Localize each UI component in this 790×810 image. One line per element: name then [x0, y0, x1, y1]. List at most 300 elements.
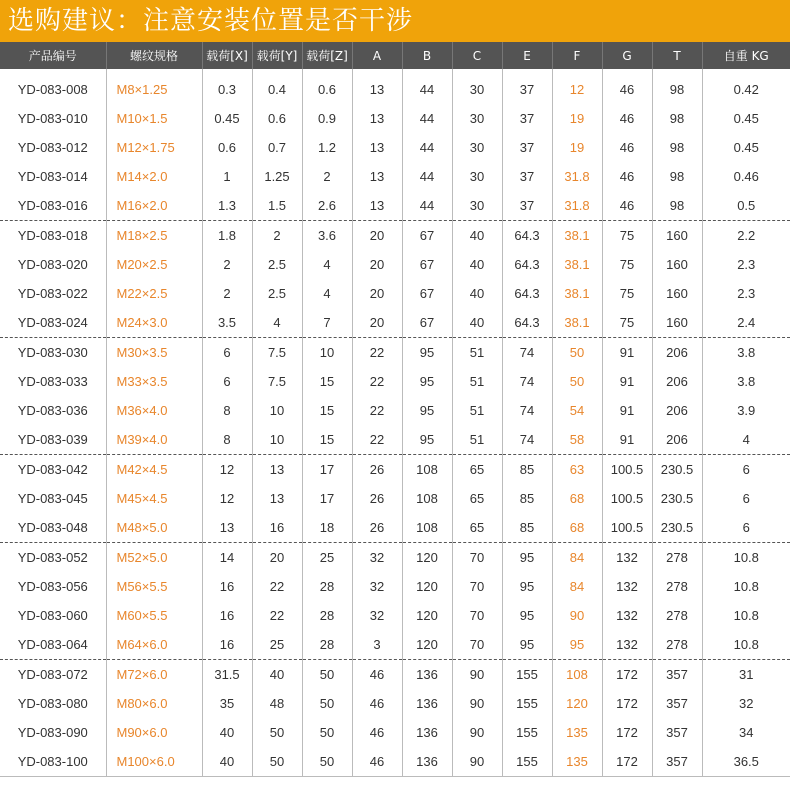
table-row	[0, 660, 790, 690]
cell-t: 278	[652, 601, 702, 630]
cell-thread-spec: M100×6.0	[106, 747, 202, 777]
cell-weight: 0.46	[702, 162, 790, 191]
cell-weight: 2.2	[702, 221, 790, 251]
cell-load-z: 28	[302, 630, 352, 660]
cell-f: 38.1	[552, 308, 602, 338]
table-row	[0, 630, 790, 660]
cell-g: 46	[602, 133, 652, 162]
cell-product-code: YD-083-024	[17, 315, 88, 330]
cell-c: 70	[452, 601, 502, 630]
cell-e: 155	[502, 747, 552, 777]
cell-load-z: 17	[302, 484, 352, 513]
cell-weight: 2.4	[702, 308, 790, 338]
cell-f: 95	[552, 630, 602, 660]
cell-f: 108	[552, 660, 602, 690]
cell-product-code: YD-083-010	[17, 111, 88, 126]
cell-thread-spec: M18×2.5	[106, 221, 202, 251]
cell-thread-spec: M56×5.5	[106, 572, 202, 601]
cell-b: 120	[402, 630, 452, 660]
cell-e: 95	[502, 601, 552, 630]
table-row	[0, 250, 790, 279]
cell-c: 30	[452, 104, 502, 133]
cell-g: 132	[602, 630, 652, 660]
cell-g: 100.5	[602, 513, 652, 543]
table-row	[0, 221, 790, 251]
cell-t: 160	[652, 308, 702, 338]
cell-weight: 3.9	[702, 396, 790, 425]
cell-c: 90	[452, 718, 502, 747]
table-row	[0, 367, 790, 396]
cell-load-x: 12	[202, 455, 252, 485]
cell-t: 98	[652, 133, 702, 162]
cell-f: 31.8	[552, 162, 602, 191]
cell-weight: 6	[702, 513, 790, 543]
cell-weight: 34	[702, 718, 790, 747]
cell-load-z: 10	[302, 338, 352, 368]
table-row	[0, 338, 790, 368]
cell-e: 64.3	[502, 221, 552, 251]
cell-load-x: 31.5	[202, 660, 252, 690]
table-row	[0, 279, 790, 308]
cell-b: 136	[402, 660, 452, 690]
cell-thread-spec: M24×3.0	[106, 308, 202, 338]
cell-t: 230.5	[652, 455, 702, 485]
cell-a: 20	[352, 308, 402, 338]
cell-e: 85	[502, 513, 552, 543]
cell-b: 67	[402, 308, 452, 338]
cell-g: 132	[602, 572, 652, 601]
cell-load-z: 28	[302, 572, 352, 601]
cell-load-y: 7.5	[252, 367, 302, 396]
cell-b: 120	[402, 601, 452, 630]
cell-c: 30	[452, 69, 502, 104]
cell-c: 65	[452, 484, 502, 513]
cell-c: 51	[452, 425, 502, 455]
cell-load-z: 2.6	[302, 191, 352, 221]
cell-load-x: 2	[202, 279, 252, 308]
cell-load-x: 0.45	[202, 104, 252, 133]
cell-c: 51	[452, 396, 502, 425]
cell-load-x: 16	[202, 601, 252, 630]
cell-load-y: 10	[252, 425, 302, 455]
cell-e: 74	[502, 396, 552, 425]
cell-g: 91	[602, 396, 652, 425]
cell-c: 51	[452, 338, 502, 368]
cell-load-z: 18	[302, 513, 352, 543]
header-thread-spec: 螺纹规格	[106, 42, 202, 69]
cell-c: 70	[452, 543, 502, 573]
cell-a: 13	[352, 133, 402, 162]
header-c: C	[452, 42, 502, 69]
table-row	[0, 513, 790, 543]
cell-thread-spec: M80×6.0	[106, 689, 202, 718]
cell-product-code: YD-083-012	[17, 140, 88, 155]
cell-t: 357	[652, 718, 702, 747]
cell-load-y: 13	[252, 484, 302, 513]
cell-load-x: 2	[202, 250, 252, 279]
cell-weight: 2.3	[702, 279, 790, 308]
table-row	[0, 425, 790, 455]
cell-load-z: 50	[302, 718, 352, 747]
cell-b: 108	[402, 484, 452, 513]
cell-weight: 6	[702, 484, 790, 513]
cell-product-code: YD-083-090	[17, 725, 88, 740]
cell-e: 64.3	[502, 308, 552, 338]
cell-a: 32	[352, 543, 402, 573]
cell-load-y: 4	[252, 308, 302, 338]
cell-a: 20	[352, 279, 402, 308]
cell-load-y: 0.4	[252, 69, 302, 104]
cell-f: 38.1	[552, 221, 602, 251]
cell-product-code: YD-083-018	[0, 221, 106, 251]
cell-product-code: YD-083-039	[17, 432, 88, 447]
cell-e: 85	[502, 484, 552, 513]
cell-t: 160	[652, 250, 702, 279]
header-f: F	[552, 42, 602, 69]
cell-weight: 2.3	[702, 250, 790, 279]
cell-c: 90	[452, 660, 502, 690]
cell-f: 63	[552, 455, 602, 485]
cell-c: 30	[452, 191, 502, 221]
cell-e: 74	[502, 338, 552, 368]
cell-g: 46	[602, 69, 652, 104]
table-row	[0, 308, 790, 338]
cell-load-y: 50	[252, 718, 302, 747]
cell-t: 357	[652, 660, 702, 690]
cell-c: 70	[452, 572, 502, 601]
cell-product-code: YD-083-072	[0, 660, 106, 690]
cell-weight: 0.45	[702, 133, 790, 162]
cell-g: 132	[602, 601, 652, 630]
cell-b: 120	[402, 572, 452, 601]
cell-a: 26	[352, 513, 402, 543]
cell-product-code: YD-083-064	[17, 637, 88, 652]
cell-weight: 6	[702, 455, 790, 485]
cell-thread-spec: M64×6.0	[106, 630, 202, 660]
cell-t: 98	[652, 104, 702, 133]
cell-load-z: 15	[302, 367, 352, 396]
cell-t: 278	[652, 630, 702, 660]
cell-a: 22	[352, 425, 402, 455]
cell-g: 75	[602, 250, 652, 279]
cell-g: 75	[602, 221, 652, 251]
cell-e: 64.3	[502, 279, 552, 308]
cell-f: 135	[552, 718, 602, 747]
cell-f: 19	[552, 104, 602, 133]
cell-b: 44	[402, 133, 452, 162]
cell-t: 278	[652, 572, 702, 601]
cell-a: 46	[352, 660, 402, 690]
cell-e: 37	[502, 133, 552, 162]
cell-b: 67	[402, 250, 452, 279]
cell-a: 22	[352, 367, 402, 396]
cell-a: 32	[352, 572, 402, 601]
cell-a: 46	[352, 718, 402, 747]
cell-load-y: 22	[252, 572, 302, 601]
cell-load-x: 16	[202, 630, 252, 660]
spec-table	[0, 42, 790, 777]
cell-c: 30	[452, 162, 502, 191]
cell-e: 85	[502, 455, 552, 485]
cell-b: 136	[402, 718, 452, 747]
cell-f: 90	[552, 601, 602, 630]
cell-product-code: YD-083-056	[17, 579, 88, 594]
cell-load-y: 40	[252, 660, 302, 690]
cell-g: 91	[602, 425, 652, 455]
cell-weight: 32	[702, 689, 790, 718]
cell-g: 172	[602, 689, 652, 718]
banner-title: 选购建议：注意安装位置是否干涉	[0, 0, 790, 42]
table-row	[0, 718, 790, 747]
cell-a: 13	[352, 69, 402, 104]
cell-thread-spec: M22×2.5	[106, 279, 202, 308]
cell-product-code: YD-083-080	[17, 696, 88, 711]
cell-load-x: 35	[202, 689, 252, 718]
cell-b: 136	[402, 747, 452, 777]
cell-t: 206	[652, 396, 702, 425]
cell-f: 135	[552, 747, 602, 777]
cell-weight: 0.42	[702, 69, 790, 104]
header-product-code: 产品编号	[0, 42, 106, 69]
cell-c: 40	[452, 279, 502, 308]
cell-load-y: 0.7	[252, 133, 302, 162]
cell-load-z: 7	[302, 308, 352, 338]
cell-load-z: 0.6	[302, 69, 352, 104]
cell-thread-spec: M90×6.0	[106, 718, 202, 747]
cell-weight: 36.5	[702, 747, 790, 777]
cell-a: 46	[352, 689, 402, 718]
table-row	[0, 747, 790, 777]
cell-load-x: 6	[202, 367, 252, 396]
cell-load-z: 1.2	[302, 133, 352, 162]
cell-load-x: 16	[202, 572, 252, 601]
cell-c: 70	[452, 630, 502, 660]
cell-load-z: 25	[302, 543, 352, 573]
cell-product-code: YD-083-060	[17, 608, 88, 623]
cell-e: 155	[502, 689, 552, 718]
cell-product-code: YD-083-036	[17, 403, 88, 418]
cell-f: 84	[552, 543, 602, 573]
cell-f: 58	[552, 425, 602, 455]
cell-weight: 0.5	[702, 191, 790, 221]
cell-e: 74	[502, 367, 552, 396]
cell-a: 3	[352, 630, 402, 660]
cell-load-z: 2	[302, 162, 352, 191]
cell-f: 50	[552, 367, 602, 396]
cell-thread-spec: M12×1.75	[106, 133, 202, 162]
table-row	[0, 601, 790, 630]
cell-g: 75	[602, 308, 652, 338]
cell-g: 91	[602, 367, 652, 396]
cell-load-z: 3.6	[302, 221, 352, 251]
cell-g: 172	[602, 718, 652, 747]
cell-g: 46	[602, 191, 652, 221]
cell-weight: 4	[702, 425, 790, 455]
cell-load-z: 4	[302, 279, 352, 308]
cell-product-code: YD-083-100	[0, 747, 106, 777]
cell-a: 26	[352, 455, 402, 485]
cell-weight: 10.8	[702, 543, 790, 573]
cell-load-z: 28	[302, 601, 352, 630]
cell-b: 120	[402, 543, 452, 573]
cell-b: 44	[402, 69, 452, 104]
table-row	[0, 572, 790, 601]
cell-product-code: YD-083-020	[17, 257, 88, 272]
table-row	[0, 455, 790, 485]
cell-load-x: 40	[202, 718, 252, 747]
cell-b: 44	[402, 104, 452, 133]
cell-load-x: 3.5	[202, 308, 252, 338]
table-row	[0, 689, 790, 718]
cell-load-z: 4	[302, 250, 352, 279]
cell-load-x: 1.3	[202, 191, 252, 221]
cell-load-y: 48	[252, 689, 302, 718]
cell-weight: 10.8	[702, 601, 790, 630]
table-row	[0, 69, 790, 104]
table-body	[0, 69, 790, 777]
cell-g: 100.5	[602, 455, 652, 485]
cell-e: 37	[502, 104, 552, 133]
cell-load-y: 7.5	[252, 338, 302, 368]
cell-thread-spec: M36×4.0	[106, 396, 202, 425]
cell-thread-spec: M33×3.5	[106, 367, 202, 396]
cell-f: 38.1	[552, 279, 602, 308]
cell-t: 206	[652, 425, 702, 455]
cell-b: 136	[402, 689, 452, 718]
cell-b: 108	[402, 455, 452, 485]
cell-e: 37	[502, 69, 552, 104]
cell-t: 98	[652, 162, 702, 191]
cell-g: 100.5	[602, 484, 652, 513]
cell-g: 46	[602, 162, 652, 191]
cell-load-y: 1.5	[252, 191, 302, 221]
cell-a: 13	[352, 162, 402, 191]
cell-e: 64.3	[502, 250, 552, 279]
cell-load-y: 0.6	[252, 104, 302, 133]
cell-b: 95	[402, 425, 452, 455]
cell-thread-spec: M48×5.0	[106, 513, 202, 543]
cell-weight: 3.8	[702, 338, 790, 368]
cell-a: 46	[352, 747, 402, 777]
cell-load-z: 17	[302, 455, 352, 485]
cell-f: 84	[552, 572, 602, 601]
cell-load-x: 8	[202, 396, 252, 425]
cell-weight: 10.8	[702, 630, 790, 660]
cell-thread-spec: M20×2.5	[106, 250, 202, 279]
cell-b: 44	[402, 162, 452, 191]
cell-b: 95	[402, 396, 452, 425]
cell-product-code: YD-083-030	[0, 338, 106, 368]
cell-a: 32	[352, 601, 402, 630]
cell-g: 91	[602, 338, 652, 368]
cell-product-code: YD-083-045	[17, 491, 88, 506]
cell-load-x: 6	[202, 338, 252, 368]
cell-b: 67	[402, 279, 452, 308]
cell-product-code: YD-083-042	[0, 455, 106, 485]
cell-thread-spec: M72×6.0	[106, 660, 202, 690]
cell-weight: 10.8	[702, 572, 790, 601]
cell-product-code: YD-083-008	[17, 82, 88, 97]
header-a: A	[352, 42, 402, 69]
header-weight: 自重 KG	[702, 42, 790, 69]
cell-load-y: 25	[252, 630, 302, 660]
cell-load-z: 15	[302, 396, 352, 425]
header-load-z: 载荷[Z]	[302, 42, 352, 69]
cell-f: 120	[552, 689, 602, 718]
cell-b: 67	[402, 221, 452, 251]
cell-t: 357	[652, 747, 702, 777]
cell-load-x: 14	[202, 543, 252, 573]
cell-e: 74	[502, 425, 552, 455]
cell-a: 20	[352, 221, 402, 251]
cell-a: 20	[352, 250, 402, 279]
header-load-x: 载荷[X]	[202, 42, 252, 69]
cell-load-x: 12	[202, 484, 252, 513]
cell-g: 132	[602, 543, 652, 573]
cell-t: 230.5	[652, 484, 702, 513]
table-header-row	[0, 42, 790, 69]
cell-f: 68	[552, 484, 602, 513]
cell-c: 30	[452, 133, 502, 162]
cell-a: 13	[352, 191, 402, 221]
cell-load-y: 2	[252, 221, 302, 251]
cell-g: 172	[602, 747, 652, 777]
cell-f: 38.1	[552, 250, 602, 279]
table-row	[0, 104, 790, 133]
table-row	[0, 396, 790, 425]
cell-a: 22	[352, 396, 402, 425]
cell-t: 160	[652, 279, 702, 308]
cell-c: 65	[452, 513, 502, 543]
cell-t: 357	[652, 689, 702, 718]
cell-load-y: 1.25	[252, 162, 302, 191]
table-row	[0, 191, 790, 221]
cell-b: 44	[402, 191, 452, 221]
cell-load-y: 22	[252, 601, 302, 630]
table-row	[0, 162, 790, 191]
cell-product-code: YD-083-014	[17, 169, 88, 184]
cell-f: 50	[552, 338, 602, 368]
cell-e: 95	[502, 572, 552, 601]
cell-b: 95	[402, 338, 452, 368]
cell-load-x: 8	[202, 425, 252, 455]
header-g: G	[602, 42, 652, 69]
cell-load-z: 50	[302, 747, 352, 777]
cell-a: 26	[352, 484, 402, 513]
cell-f: 19	[552, 133, 602, 162]
cell-weight: 31	[702, 660, 790, 690]
cell-product-code: YD-083-048	[17, 520, 88, 535]
cell-load-z: 15	[302, 425, 352, 455]
cell-load-y: 2.5	[252, 250, 302, 279]
cell-c: 65	[452, 455, 502, 485]
cell-load-y: 10	[252, 396, 302, 425]
cell-product-code: YD-083-016	[17, 198, 88, 213]
cell-c: 40	[452, 308, 502, 338]
cell-b: 108	[402, 513, 452, 543]
cell-load-x: 1.8	[202, 221, 252, 251]
cell-load-y: 20	[252, 543, 302, 573]
cell-t: 230.5	[652, 513, 702, 543]
cell-t: 98	[652, 191, 702, 221]
cell-thread-spec: M8×1.25	[106, 69, 202, 104]
cell-t: 278	[652, 543, 702, 573]
cell-f: 12	[552, 69, 602, 104]
cell-load-x: 0.6	[202, 133, 252, 162]
cell-thread-spec: M16×2.0	[106, 191, 202, 221]
cell-b: 95	[402, 367, 452, 396]
cell-f: 54	[552, 396, 602, 425]
